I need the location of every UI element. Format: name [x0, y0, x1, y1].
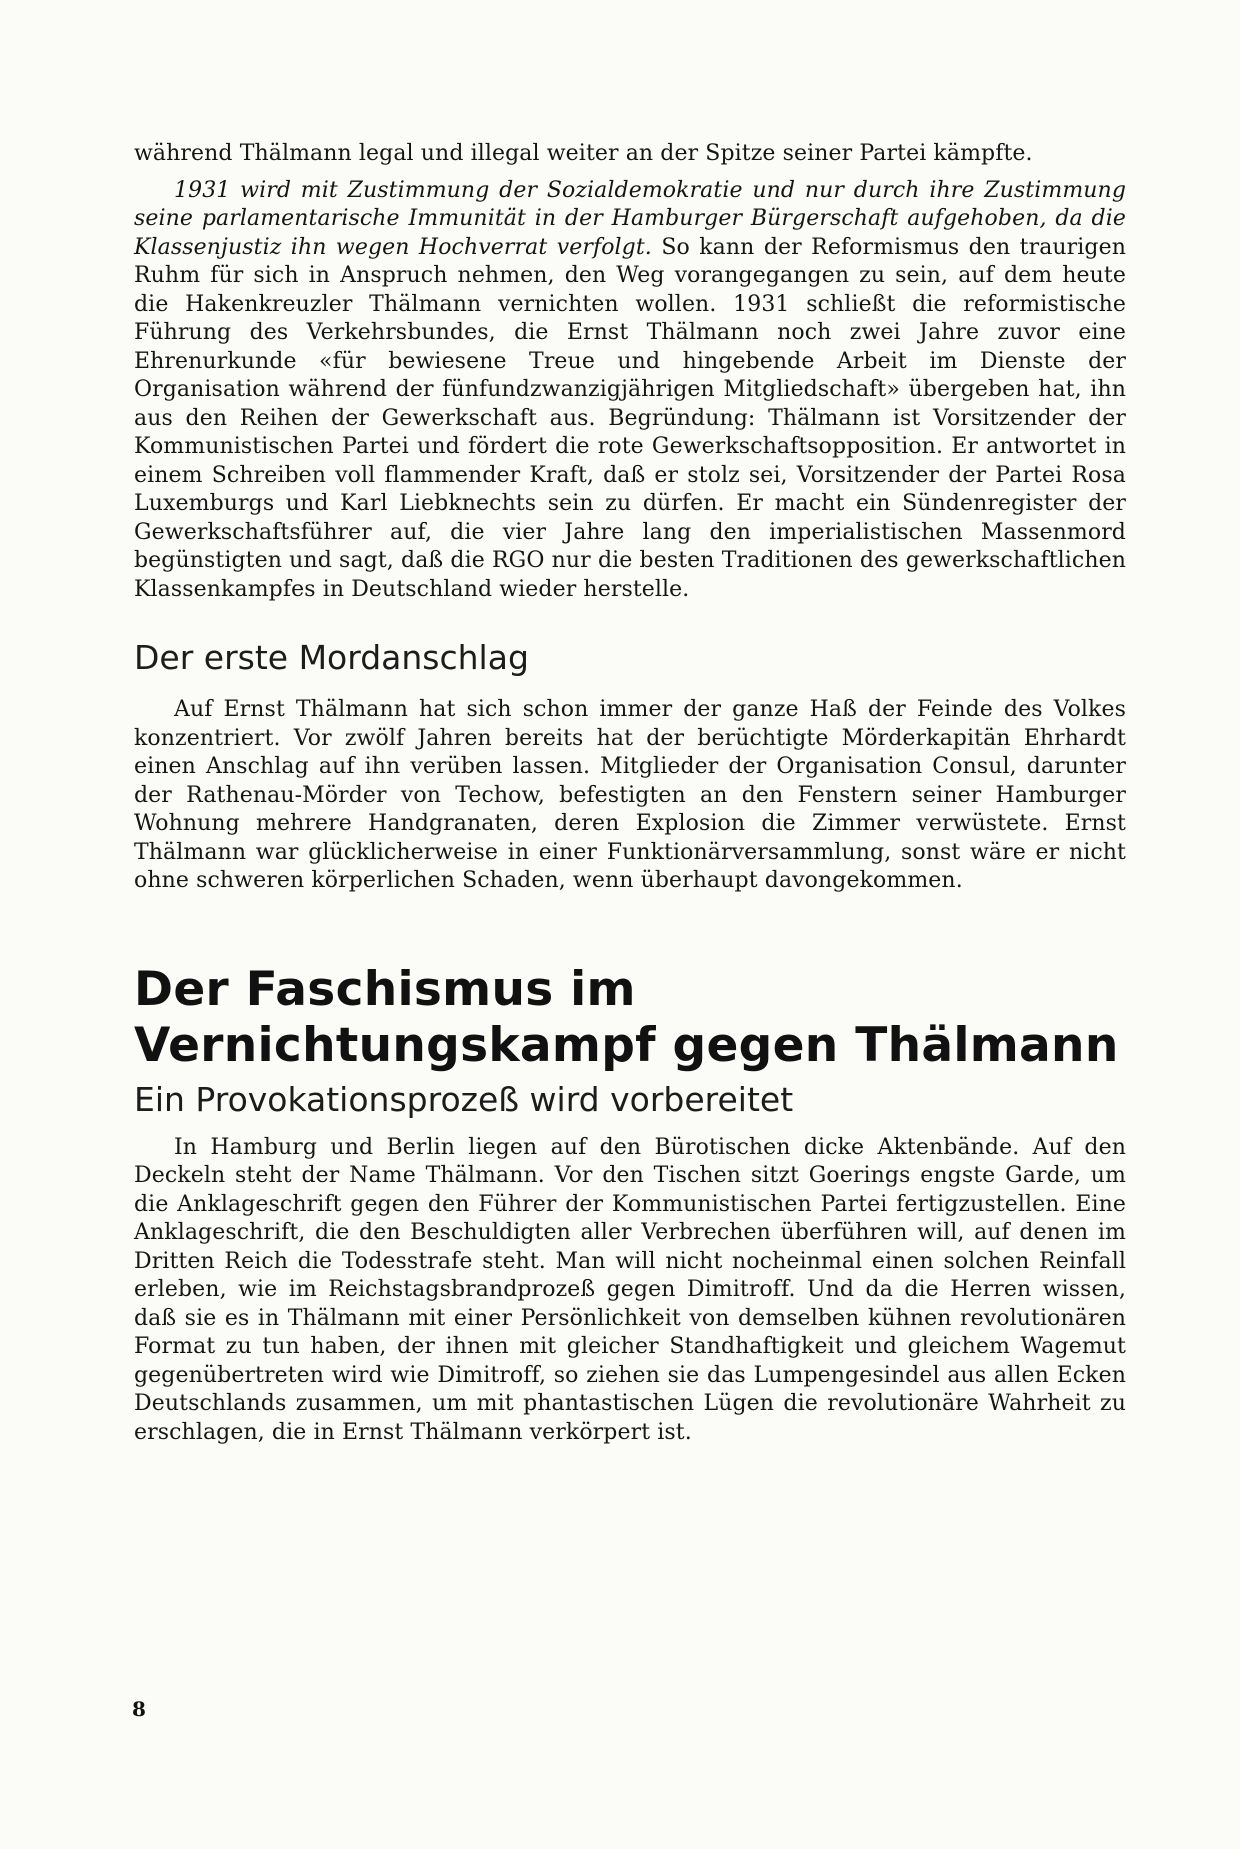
section-heading-provokationsprozess: Ein Provokationsprozeß wird vorbereitet — [134, 1079, 794, 1119]
section-heading-mordanschlag: Der erste Mordanschlag — [134, 638, 529, 677]
paragraph-immunity-italic: 1931 wird mit Zustimmung der Sozialdemokratie und nur durch ihre Zustimmung seine parlamentarische Immunität in der Hamburger Bürgerschaft aufgehoben, da die Klassenjustiz ihn wegen Hochverrat verfolgt. — [134, 177, 1126, 260]
paragraph-immunity-rest: So kann der Reformismus den traurigen Ruhm für sich in Anspruch nehmen, den Weg vorangegangen zu sein, auf dem heute die Hakenkreuzler Thälmann vernichten wollen. 1931 schließt die reformistische Führung des Verkehrsbundes, die Ernst Thälmann noch zwei Jahre zuvor eine Ehrenurkunde «für bewiesene Treue und hingebende Arbeit im Dienste der Organisation während der fünfundzwanzigjährigen Mitgliedschaft» übergeben hat, ihn aus den Reihen der Gewerkschaft aus. Begründung: Thälmann ist Vorsitzender der Kommunistischen Partei und fördert die rote Gewerkschaftsopposition. Er antwortet in einem Schreiben voll flammender Kraft, daß er stolz sei, Vorsitzender der Partei Rosa Luxemburgs und Karl Liebknechts sein zu dürfen. Er macht ein Sündenregister der Gewerkschaftsführer auf, die vier Jahre lang den imperialistischen Massenmord begünstigten und sagt, daß die RGO nur die besten Traditionen des gewerkschaftlichen Klassenkampfes in Deutschland wieder herstelle. — [134, 234, 1127, 602]
paragraph-immunity — [134, 177, 1126, 605]
paragraph-continuation: während Thälmann legal und illegal weiter an der Spitze seiner Partei kämpfte. — [134, 141, 1033, 166]
paragraph-provokationsprozess: In Hamburg und Berlin liegen auf den Bürotischen dicke Aktenbände. Auf den Deckeln steht der Name Thälmann. Vor den Tischen sitzt Goerings engste Garde, um die Anklageschrift gegen den Führer der Kommunistischen Partei fertigzustellen. Eine Anklageschrift, die den Beschuldigten aller Verbrechen überführen will, auf denen im Dritten Reich die Todesstrafe steht. Man will nicht nocheinmal einen solchen Reinfall erleben, wie im Reichstagsbrandprozeß gegen Dimitroff. Und da die Herren wissen, daß sie es in Thälmann mit einer Persönlichkeit von demselben kühnen revolutionären Format zu tun haben, der ihnen mit gleicher Standhaftigkeit und gleichem Wagemut gegenübertreten wird wie Dimitroff, so ziehen sie das Lumpengesindel aus allen Ecken Deutschlands zusammen, um mit phantastischen Lügen die revolutionäre Wahrheit zu erschlagen, die in Ernst Thälmann verkörpert ist. — [134, 1134, 1126, 1445]
document-page — [134, 140, 1126, 1447]
chapter-title: Der Faschismus im Vernichtungskampf gegen Thälmann — [134, 961, 1119, 1073]
page-number: 8 — [132, 1697, 146, 1721]
paragraph-mordanschlag: Auf Ernst Thälmann hat sich schon immer der ganze Haß der Feinde des Volkes konzentriert. Vor zwölf Jahren bereits hat der berüchtigte Mörderkapitän Ehrhardt einen Anschlag auf ihn verüben lassen. Mitglieder der Organisation Consul, darunter der Rathenau-Mörder von Techow, befestigten an den Fenstern seiner Hamburger Wohnung mehrere Handgranaten, deren Explosion die Zimmer verwüstete. Ernst Thälmann war glücklicherweise in einer Funktionärversammlung, sonst wäre er nicht ohne schweren körperlichen Schaden, wenn überhaupt davongekommen. — [134, 697, 1126, 893]
